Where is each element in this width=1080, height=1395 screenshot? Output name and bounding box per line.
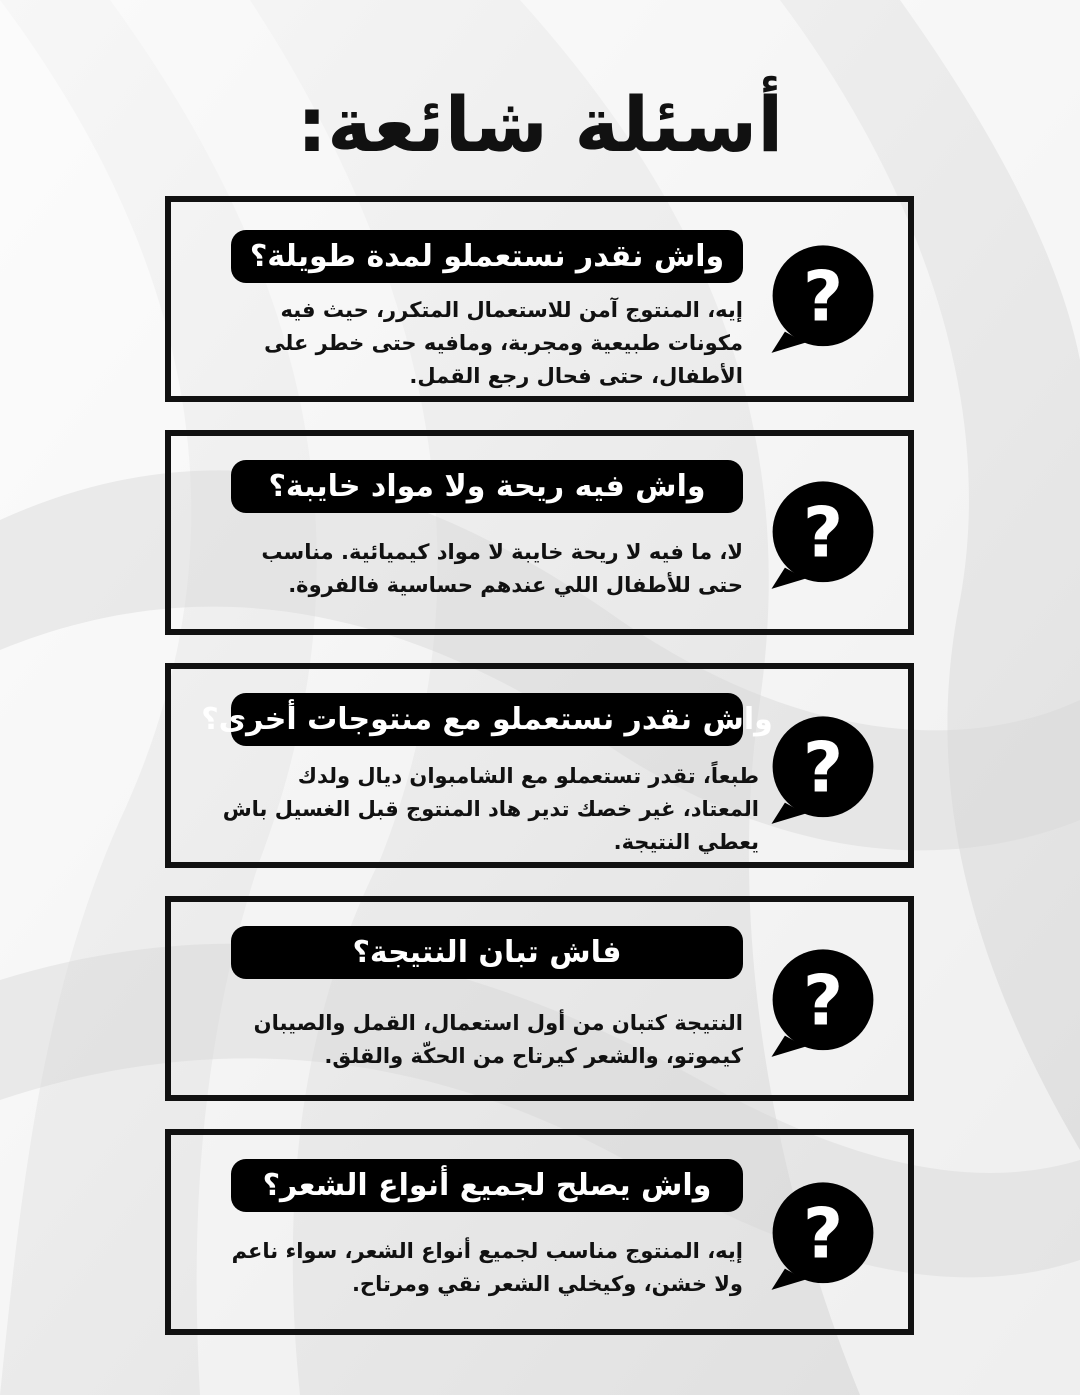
question-bubble-icon	[767, 478, 879, 590]
faq-answer: طبعاً، تقدر تستعملو مع الشامبوان ديال ولدك المعتاد، غير خصك تدير هاد المنتوج قبل الغسيل باش يعطي النتيجة.	[222, 764, 759, 854]
faq-question: واش نقدر نستعملو لمدة طويلة؟	[231, 230, 743, 283]
page-title: أسئلة شائعة:	[296, 80, 784, 169]
faq-card	[165, 896, 914, 1101]
svg-text:?: ?	[802, 728, 844, 809]
faq-answer: النتيجة كتبان من أول استعمال، القمل والصيبان كيموتو، والشعر كيرتاح من الحكّة والقلق.	[253, 1011, 743, 1068]
svg-text:?: ?	[802, 1194, 844, 1275]
question-bubble-icon	[767, 946, 879, 1058]
question-bubble-icon	[767, 713, 879, 825]
svg-text:?: ?	[802, 493, 844, 574]
faq-answer: إيه، المنتوج مناسب لجميع أنواع الشعر، سواء ناعم ولا خشن، وكيخلي الشعر نقي ومرتاح.	[231, 1239, 743, 1296]
svg-text:?: ?	[802, 257, 844, 338]
svg-text:?: ?	[802, 961, 844, 1042]
faq-card	[165, 1129, 914, 1335]
faq-question: واش فيه ريحة ولا مواد خايبة؟	[231, 460, 743, 513]
faq-question: فاش تبان النتيجة؟	[231, 926, 743, 979]
faq-question: واش يصلح لجميع أنواع الشعر؟	[231, 1159, 743, 1212]
question-bubble-icon	[767, 1179, 879, 1291]
question-bubble-icon	[767, 242, 879, 354]
faq-card	[165, 430, 914, 635]
faq-card	[165, 663, 914, 868]
faq-question: واش نقدر نستعملو مع منتوجات أخرى؟	[231, 693, 743, 746]
faq-card	[165, 196, 914, 402]
faq-answer: إيه، المنتوج آمن للاستعمال المتكرر، حيث فيه مكونات طبيعية ومجربة، ومافيه حتى خطر على الأطفال، حتى فحال رجع القمل.	[264, 298, 743, 388]
faq-answer: لا، ما فيه لا ريحة خايبة لا مواد كيميائية. مناسب حتى للأطفال اللي عندهم حساسية فالفروة.	[261, 540, 743, 597]
